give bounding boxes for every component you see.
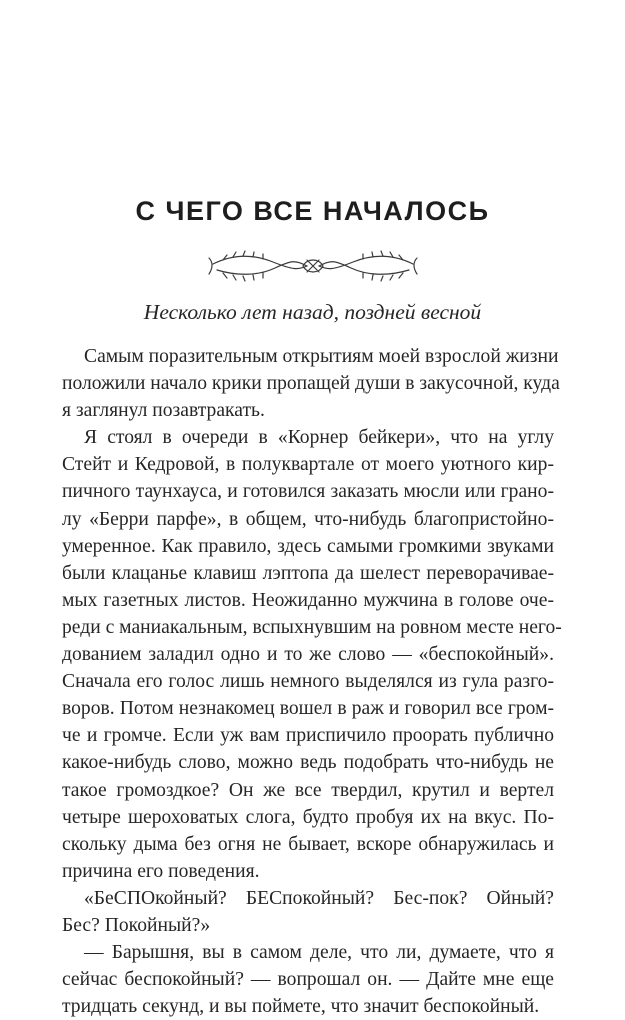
text-line: Бес? Покойный?» (62, 914, 211, 936)
body-text (62, 343, 562, 1020)
text-line: — Барышня, вы в самом деле, что ли, думаете, что я (84, 942, 554, 964)
paragraph-3 (62, 885, 554, 939)
text-line: сейчас беспокойный? — вопрошал он. — Дайте мне еще (62, 969, 554, 991)
text-line: че и громче. Если уж вам приспичило проорать публично (62, 725, 554, 747)
text-line: дованием заладил одно и то же слово — «беспокойный». (62, 644, 554, 666)
ornament-divider-icon (203, 246, 423, 286)
text-line: положили начало крики пропащей души в закусочной, куда (62, 373, 560, 395)
text-line: умеренное. Как правило, здесь самыми громкими звуками (62, 535, 554, 557)
chapter-title: С ЧЕГО ВСЕ НАЧАЛОСЬ (135, 196, 490, 226)
text-line: такое громоздкое? Он же все твердил, крутил и вертел (62, 779, 554, 801)
text-line: лу «Берри парфе», в общем, что-нибудь благопристойно- (62, 508, 554, 530)
text-line: Я стоял в очереди в «Корнер бейкери», что на углу (84, 427, 554, 449)
text-line: какое-нибудь слово, можно ведь подобрать что-нибудь не (62, 752, 554, 774)
text-line: причина его поведения. (62, 860, 260, 882)
paragraph-2 (62, 424, 562, 885)
text-line: скольку дыма без огня не бывает, вскоре обнаружилась и (62, 833, 554, 855)
text-line: «БеСПОкойный? БЕСпокойный? Бес-пок? Ойный? (84, 887, 554, 909)
text-line: Стейт и Кедровой, в полуквартале от моего уютного кир- (62, 454, 554, 476)
text-line: были клацанье клавиш лэптопа да шелест переворачивае- (62, 562, 554, 584)
text-line: Сначала его голос лишь немного выделялся из гула разго- (62, 671, 554, 693)
text-line: воров. Потом незнакомец вошел в раж и говорил все гром- (62, 698, 554, 720)
paragraph-1 (62, 343, 560, 424)
text-line: тридцать секунд, и вы поймете, что значит беспокойный. (62, 996, 540, 1018)
paragraph-4 (62, 939, 554, 1020)
text-line: мых газетных листов. Неожиданно мужчина в голове оче- (62, 589, 554, 611)
text-line: Самым поразительным открытиям моей взрослой жизни (84, 346, 559, 367)
text-line: я заглянул позавтракать. (62, 400, 265, 422)
text-line: четыре шероховатых слога, будто пробуя их на вкус. По- (62, 806, 554, 828)
chapter-subtitle: Несколько лет назад, поздней весной (143, 300, 482, 324)
text-line: пичного таунхауса, и готовился заказать мюсли или грано- (62, 481, 554, 503)
text-line: реди с маниакальным, вспыхнувшим на ровном месте него- (62, 616, 562, 638)
